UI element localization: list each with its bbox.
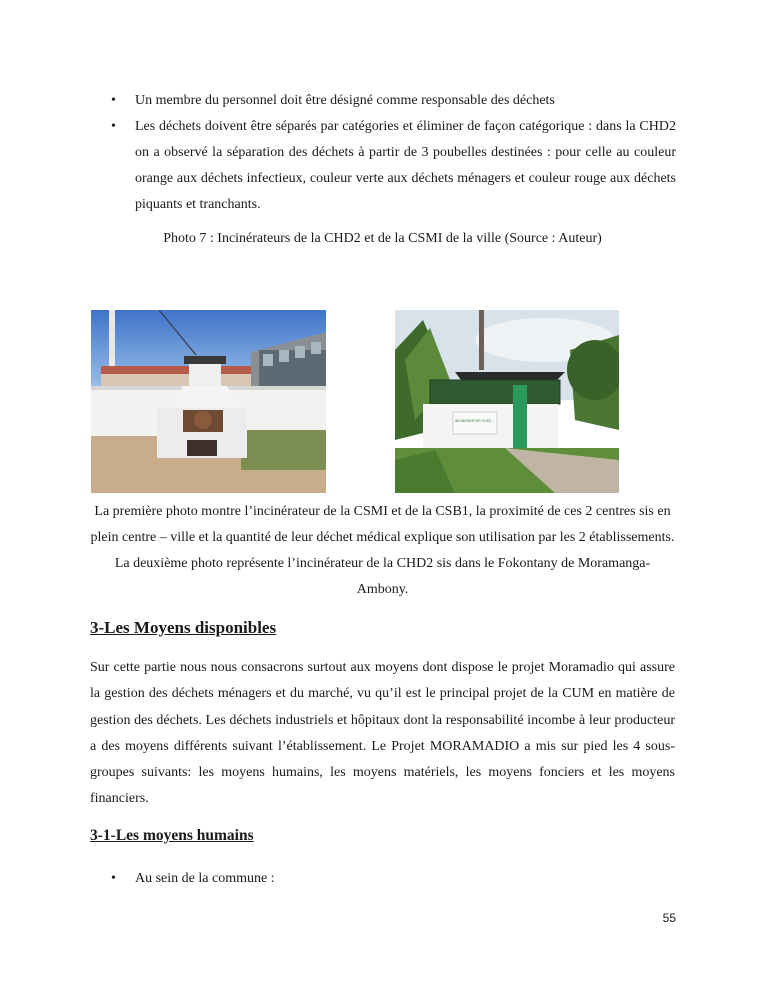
photo-incinerator-chd2 xyxy=(395,310,619,493)
list-item xyxy=(108,866,668,892)
page-number: 55 xyxy=(662,911,676,925)
photo-caption: Photo 7 : Incinérateurs de la CHD2 et de la CSMI de la ville (Source : Auteur) xyxy=(163,231,602,246)
bullet-text: Les déchets doivent être séparés par catégories et éliminer de façon catégorique : dans la CHD2 on a observé la séparation des déchets à partir de 3 poubelles destinées : pour celle au couleur orange aux déchets infectieux, couleur verte aux déchets ménagers et couleur rouge aux déchets piquants et tranchants. xyxy=(135,119,676,212)
incinerator-csmi-image xyxy=(91,310,326,493)
bullet-icon: • xyxy=(111,871,116,886)
bullet-text: Au sein de la commune : xyxy=(135,871,275,886)
incinerator-chd2-image xyxy=(395,310,619,493)
photo-incinerator-csmi xyxy=(91,310,326,493)
photo-description: La première photo montre l’incinérateur de la CSMI et de la CSB1, la proximité de ces 2 centres sis en plein centre – ville et la quantité de leur déchet médical explique son utilisation par les 2 établissements. La deuxième photo représente l’incinérateur de la CHD2 sis dans le Fokontany de Moramanga-Ambony. xyxy=(90,504,675,597)
bottom-bullet-list xyxy=(108,866,668,892)
list-item xyxy=(108,114,676,218)
sign-text: INCINERATEUR CHD2 ... xyxy=(454,419,496,423)
section-heading: 3-Les Moyens disponibles xyxy=(90,618,277,637)
top-bullet-list xyxy=(108,88,676,218)
bullet-icon: • xyxy=(111,93,116,108)
section-paragraph: Sur cette partie nous nous consacrons surtout aux moyens dont dispose le projet Moramadio qui assure la gestion des déchets ménagers et du marché, vu qu’il est le principal projet de la CUM en matière de gestion des déchets. Les déchets industriels et hôpitaux dont la responsabilité incombe à leur producteur a des moyens différents suivant l’établissement. Le Projet MORAMADIO a mis sur pied les 4 sous-groupes suivants: les moyens humains, les moyens matériels, les moyens fonciers et les moyens financiers. xyxy=(90,660,675,807)
bullet-text: Un membre du personnel doit être désigné comme responsable des déchets xyxy=(135,93,555,108)
subsection-heading: 3-1-Les moyens humains xyxy=(90,827,254,844)
list-item xyxy=(108,88,676,114)
bullet-icon: • xyxy=(111,119,116,134)
